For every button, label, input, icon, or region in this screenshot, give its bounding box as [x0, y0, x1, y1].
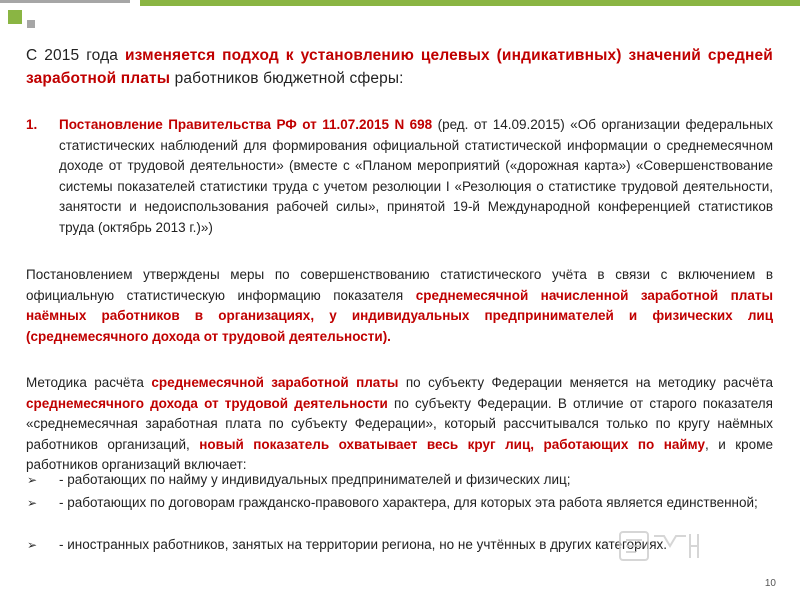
green-square-decoration: [8, 10, 22, 24]
methodology-text-1: Методика расчёта: [26, 375, 152, 390]
list-item-text: - работающих по договорам гражданско-правового характера, для которых эта работа является единственной;: [59, 495, 758, 510]
arrow-right-icon: ➢: [27, 538, 38, 552]
numbered-item-1: [26, 115, 773, 238]
list-item: [26, 470, 773, 491]
methodology-text-3: по субъекту Федерации. В отличие от старого показателя «среднемесячная заработная плата по субъекту Федерации», который рассчитывался только по кругу наёмных работников организаций,: [26, 395, 773, 452]
methodology-text-2: по субъекту Федерации меняется на методику расчёта: [398, 375, 774, 390]
list-item: [26, 493, 773, 514]
slide-title: [26, 44, 773, 90]
item-number: 1.: [26, 117, 38, 132]
top-gray-stripe: [0, 0, 130, 3]
title-text-end: работников бюджетной сферы:: [170, 70, 404, 87]
title-highlight: изменяется подход к установлению целевых (индикативных) значений средней заработной платы: [26, 47, 773, 87]
arrow-right-icon: ➢: [27, 473, 38, 487]
title-text-start: С 2015 года: [26, 47, 125, 64]
page-number: 10: [764, 578, 776, 589]
methodology-highlight-1: среднемесячной заработной платы: [151, 375, 399, 390]
paragraph-measures: [26, 265, 773, 347]
decree-reference: Постановление Правительства РФ от 11.07.2015 N 698: [59, 117, 433, 132]
top-decoration-bar: [0, 0, 800, 30]
arrow-right-icon: ➢: [27, 496, 38, 510]
methodology-highlight-2: среднемесячного дохода от трудовой деятельности: [26, 395, 388, 411]
methodology-text-4: , и кроме работников организаций включает:: [26, 436, 773, 472]
top-green-stripe: [140, 0, 800, 6]
methodology-highlight-3: новый показатель охватывает весь круг лиц, работающих по найму: [199, 436, 705, 452]
gray-square-decoration: [27, 20, 35, 28]
list-item: [26, 535, 773, 556]
paragraph-text: Постановлением утверждены меры по совершенствованию статистического учёта в связи с включением в официальную статистическую информацию показателя: [26, 267, 773, 303]
list-item-text: - работающих по найму у индивидуальных предпринимателей и физических лиц;: [59, 472, 571, 487]
decree-description: (ред. от 14.09.2015) «Об организации федеральных статистических наблюдений для формирования официальной статистической информации о среднемесячном доходе от трудовой деятельности» (вместе с «Планом мероприятий («дорожная карта») «Совершенствование системы показателей статистики труда с учетом резолюции I «Резолюция о статистике трудовой деятельности, занятости и недоиспользования рабочей силы», принятой 19-й Международной конференцией статистиков труда (октябрь 2013 г.)»): [59, 117, 773, 235]
paragraph-highlight: среднемесячной начисленной заработной платы наёмных работников в организациях, у индивидуальных предпринимателей и физических лиц (среднемесячного дохода от трудовой деятельности).: [26, 287, 773, 344]
paragraph-methodology: [26, 373, 773, 476]
list-item-text: - иностранных работников, занятых на территории региона, но не учтённых в других категориях.: [59, 537, 668, 552]
